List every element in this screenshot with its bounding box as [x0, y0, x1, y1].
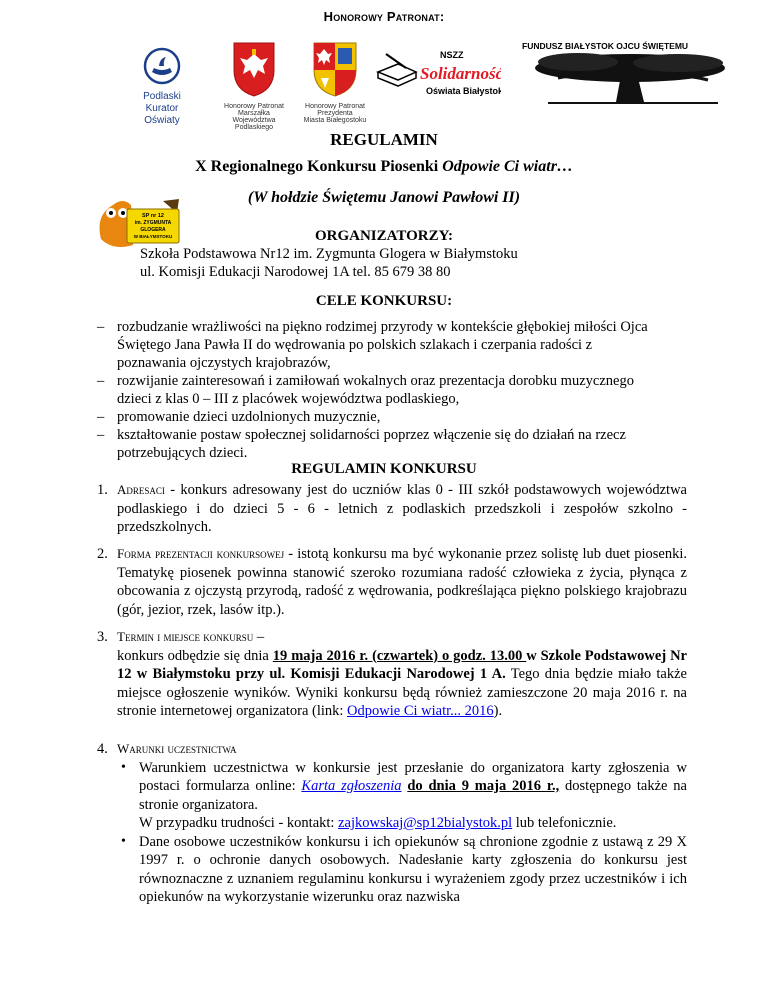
podlasie-coat-of-arms-icon: [231, 40, 277, 98]
prezydent-cap2: Prezydenta: [317, 110, 353, 117]
registration-form-link[interactable]: Karta zgłoszenia: [301, 778, 402, 794]
rule-label: Warunki uczestnictwa: [117, 741, 237, 756]
kurator-line2: Oświaty: [144, 115, 180, 126]
goal-item: – rozbudzanie wrażliwości na piękno rodzimej przyrody w kontekście głębokiej miłości Ojca Świętego Jana Pawła II do wędrowania po polskich szlakach i czerpania radości z poznawania ojczystych krajobrazów,: [97, 318, 657, 372]
marszalek-cap1: Honorowy Patronat: [224, 103, 284, 110]
owl-text-3: GLOGERA: [140, 227, 166, 233]
patronat-heading: Honorowy Patronat:: [323, 9, 445, 24]
condition-text-3: dostępnego także na stronie organizatora.: [139, 778, 687, 813]
rule-label: Termin i miejsce konkursu: [117, 629, 254, 644]
marszalek-cap2: Marszałka: [238, 110, 270, 117]
conditions-list: [117, 759, 687, 907]
kurator-line1: Podlaski Kurator: [143, 91, 181, 114]
owl-text-1: SP nr 12: [142, 213, 164, 219]
rule-text-1: konkurs odbędzie się dnia: [117, 647, 273, 664]
goals-list: [97, 318, 657, 462]
rule-conditions: [97, 740, 687, 907]
owl-text-2: im. ZYGMUNTA: [134, 220, 172, 226]
condition-text-4: W przypadku trudności - kontakt:: [139, 815, 339, 831]
rule-text: - istotą konkursu ma być wykonanie przez solistę lub duet piosenki. Tematykę piosenek powinna stanowić szeroko rozumiana radość człowieka z życia, płynąca z obcowania z ojczystą przyrodą, radość z wędrowania, podkreślająca piękno polskiego krajobrazu (gór, jezior, rzek, lasów itp.).: [117, 546, 688, 618]
rule-label: Adresaci: [117, 482, 165, 497]
contest-subtitle: (W hołdzie Świętemu Janowi Pawłowi II): [247, 189, 521, 206]
document-title: REGULAMIN: [330, 130, 438, 149]
condition-item: [117, 759, 687, 833]
fundusz-tree-icon: [518, 40, 740, 110]
organizers-heading: ORGANIZATORZY:: [314, 228, 454, 244]
goals-heading: CELE KONKURSU:: [315, 293, 453, 309]
rule-number: 1.: [97, 482, 108, 498]
rule-date-place: [97, 628, 687, 721]
rule-label-suffix: –: [253, 629, 265, 645]
kurator-emblem-icon: [140, 46, 184, 86]
rule-text-4: ).: [493, 703, 503, 719]
marszalek-cap3: Województwa Podlaskiego: [232, 117, 276, 131]
rule-number: 4.: [97, 741, 108, 757]
fundusz-logo: [518, 40, 740, 115]
rule-text: - konkurs adresowany jest do uczniów klas 0 - III szkół podstawowych województwa podlaskiego i do dzieci 5 - 6 - letnich z podlaskich przedszkoli i zespołów szkolno - przedszkolnych.: [117, 482, 687, 535]
rules-heading: REGULAMIN KONKURSU: [291, 461, 477, 477]
rule-date: 19 maja 2016 r. (czwartek) o godz. 13.00: [272, 647, 527, 664]
kurator-logo: [132, 46, 192, 127]
rule-number: 2.: [97, 546, 108, 562]
prezydent-logo: [297, 40, 373, 124]
rule-form: [97, 545, 687, 619]
contact-email-link[interactable]: zajkowskaj@sp12bialystok.pl: [338, 815, 513, 831]
condition-item: • Dane osobowe uczestników konkursu i ich opiekunów są chronione zgodnie z ustawą z 29 X 1997 r. o ochronie danych osobowych. Nadesłanie karty zgłoszenia do konkursu jest równoznaczne z uznaniem regulaminu konkursu i wyrażeniem zgody przez uczestników i ich opiekunów na wykorzystanie wizerunku oraz nazwiska: [117, 833, 687, 907]
contest-title-italic: Odpowie Ci wiatr…: [442, 158, 573, 175]
contest-title: [0, 158, 768, 176]
rule-text-3: Tego dnia będzie miało także miejsce ogłoszenie wyników. Wyniki konkursu będą również zamieszczone 20 maja 2016 r. na stronie internetowej organizatora (link:: [117, 666, 687, 719]
organizers-line-1: Szkoła Podstawowa Nr12 im. Zygmunta Glogera w Białymstoku: [140, 246, 518, 262]
solidarnosc-nszz: NSZZ: [440, 50, 464, 60]
fundusz-name: FUNDUSZ BIAŁYSTOK OJCU ŚWIĘTEMU: [522, 41, 689, 51]
goal-item: – rozwijanie zainteresowań i zamiłowań wokalnych oraz prezentacja dorobku muzycznego dzieci z klas 0 – III z placówek województwa podlaskiego,: [97, 372, 657, 408]
rule-label: Forma prezentacji konkursowej: [117, 546, 285, 561]
patron-logos: [120, 40, 740, 131]
goal-item: – kształtowanie postaw społecznej solidarności poprzez włączenie się do działań na rzecz potrzebujących dzieci.: [97, 426, 657, 462]
owl-text-4: W BIAŁYMSTOKU: [133, 234, 173, 239]
bialystok-coat-of-arms-icon: [311, 40, 359, 98]
organizers-line-2: ul. Komisji Edukacji Narodowej 1A tel. 85 679 38 80: [140, 264, 451, 280]
prezydent-cap3: Miasta Białegostoku: [303, 117, 367, 124]
condition-text-5: lub telefonicznie.: [512, 815, 617, 831]
prezydent-cap1: Honorowy Patronat: [305, 103, 365, 110]
rule-place: w Szkole Podstawowej Nr 12 w Białymstoku przy ul. Komisji Edukacji Narodowej 1 A.: [117, 647, 687, 682]
registration-deadline: do dnia 9 maja 2016 r.,: [407, 778, 560, 794]
organizers-info: [140, 245, 518, 281]
condition-text-1: Warunkiem uczestnictwa w konkursie jest przesłanie do organizatora karty zgłoszenia w postaci formularza online:: [139, 759, 687, 794]
solidarnosc-name: Solidarność: [420, 64, 501, 83]
solidarnosc-sub: Oświata Białystok: [426, 86, 501, 96]
goal-item: – promowanie dzieci uzdolnionych muzycznie,: [97, 408, 657, 426]
rule-number: 3.: [97, 629, 108, 645]
contest-title-pre: X Regionalnego Konkursu Piosenki: [195, 158, 443, 175]
rule-addressees: [97, 481, 687, 537]
marszalek-logo: [218, 40, 290, 131]
solidarnosc-book-icon: [376, 46, 501, 100]
solidarnosc-logo: [376, 46, 501, 105]
results-link[interactable]: Odpowie Ci wiatr... 2016: [347, 703, 494, 719]
